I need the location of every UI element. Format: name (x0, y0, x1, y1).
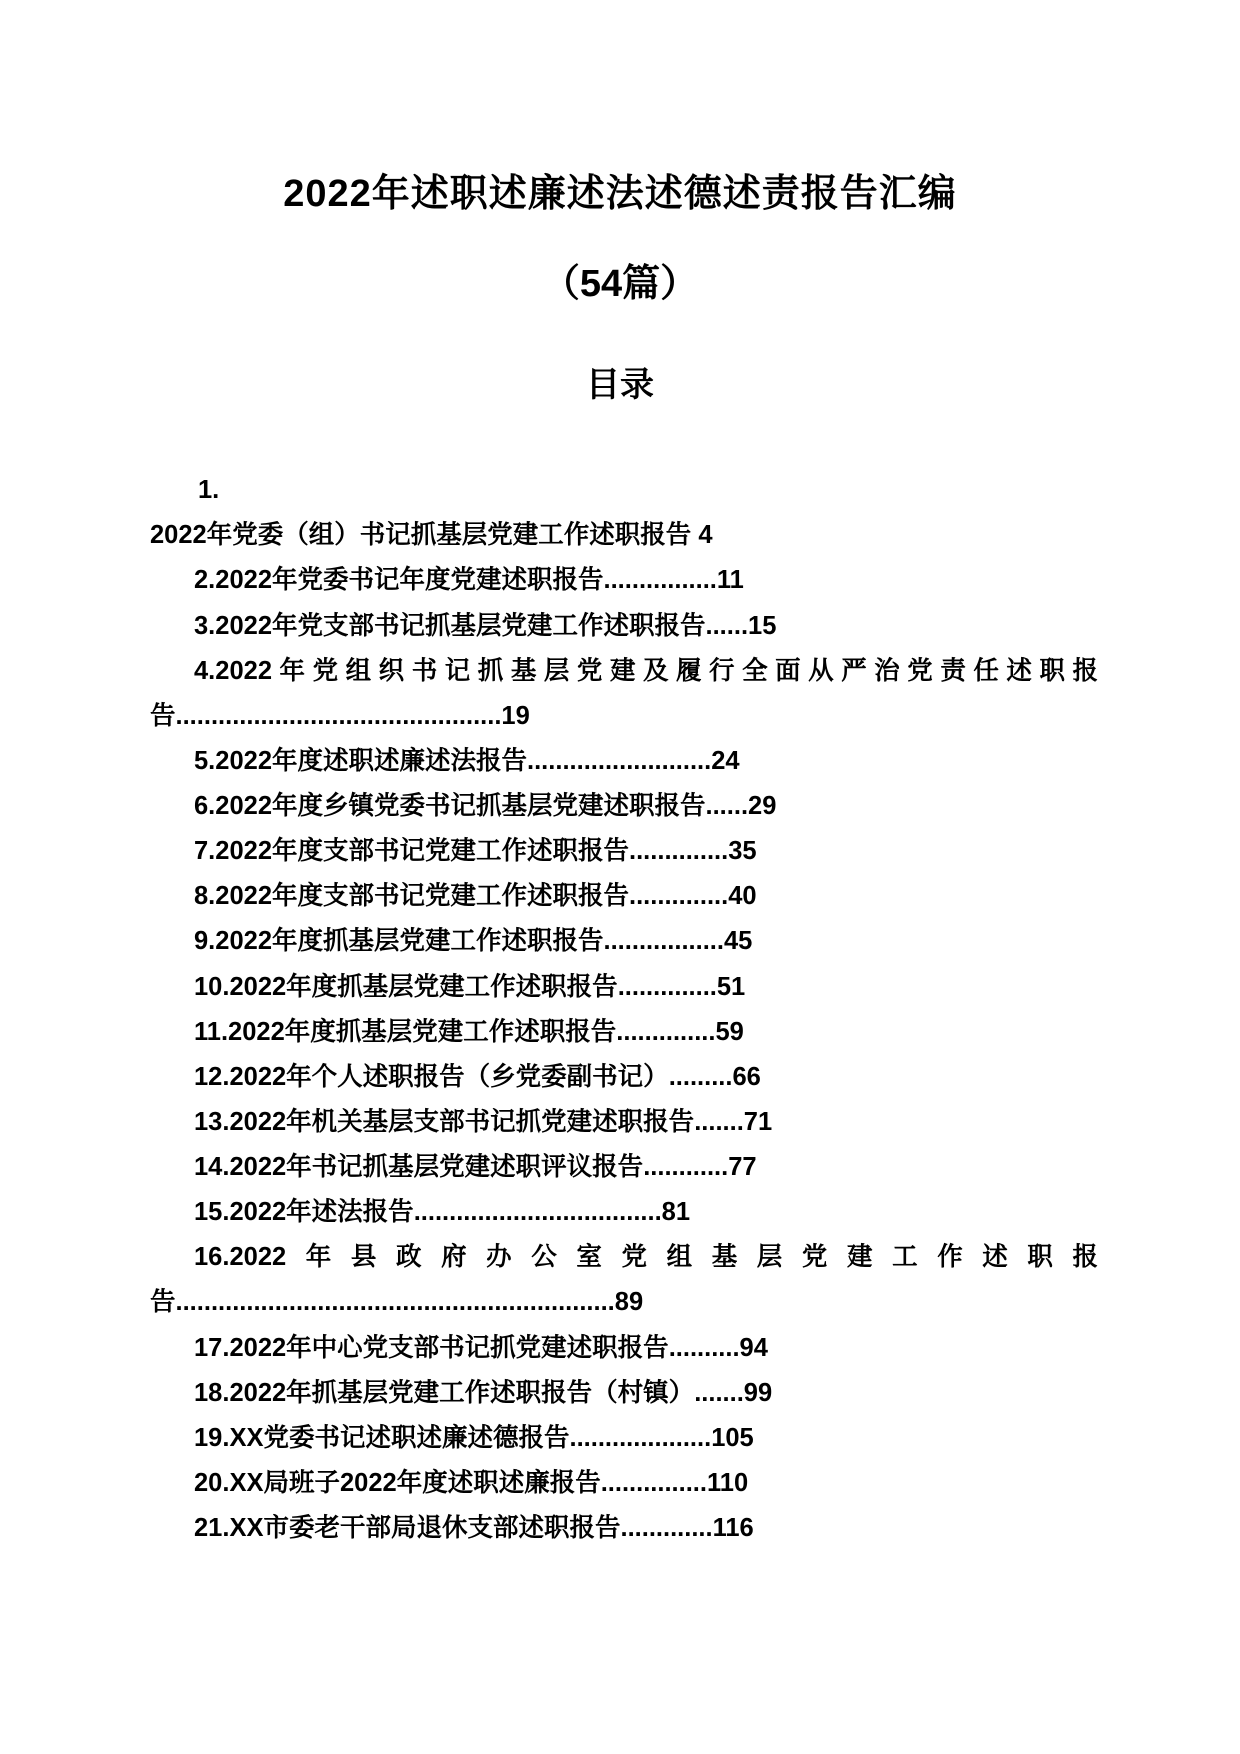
toc-entry-title: 2022年度述职述廉述法报告 (215, 746, 528, 775)
toc-entry-number: 3. (194, 611, 216, 640)
toc-entry-dots: ...... (705, 611, 749, 640)
toc-entry-title: XX市委老干部局退休支部述职报告 (229, 1514, 621, 1543)
toc-entry-dots: ................. (603, 927, 724, 956)
toc-entry-page: 29 (748, 792, 777, 821)
toc-entry-title: 2022年度抓基层党建工作述职报告 (228, 1017, 617, 1046)
toc-entry-dots: .............. (629, 837, 729, 866)
toc-entry-title: XX党委书记述职述廉述德报告 (229, 1423, 570, 1452)
toc-entry[interactable] (150, 1190, 1098, 1235)
toc-entry[interactable] (150, 1100, 1098, 1145)
toc-entry-number: 16. (194, 1243, 230, 1272)
toc-entry-page: 116 (712, 1514, 754, 1543)
toc-entry-page: 94 (739, 1333, 768, 1362)
toc-entry-page: 45 (723, 927, 753, 956)
toc-entry[interactable] (150, 604, 1098, 649)
toc-entry-page: 24 (711, 746, 740, 775)
toc-entry-dots: .............. (616, 1017, 716, 1046)
toc-entry[interactable] (150, 1506, 1098, 1551)
toc-entry-dots: .............. (617, 972, 717, 1001)
toc-entry-title: 2022年度抓基层党建工作述职报告 (229, 972, 618, 1001)
toc-entry-dots: .............................................................. (175, 1288, 615, 1317)
toc-entry-page: 19 (501, 701, 530, 730)
toc-entry-number: 8. (194, 882, 216, 911)
toc-entry-title: 2022年机关基层支部书记抓党建述职报告 (229, 1107, 695, 1136)
toc-entry-title: 2022年述法报告 (229, 1198, 414, 1227)
toc-entry-number: 7. (194, 837, 216, 866)
toc-entry-page: 89 (614, 1288, 644, 1317)
toc-entry-number: 9. (194, 927, 216, 956)
toc-entry-number: 20. (194, 1468, 230, 1497)
toc-entry-title: 2022年党委（组）书记抓基层党建工作述职报告 (150, 521, 692, 550)
toc-entry-dots: .......................... (527, 746, 712, 775)
toc-entry-dots: ............. (620, 1514, 713, 1543)
toc-entry-page: 15 (748, 611, 777, 640)
toc-entry[interactable] (150, 558, 1098, 603)
toc-entry-number: 15. (194, 1198, 230, 1227)
toc-entry-number: 17. (194, 1333, 230, 1362)
toc-entry-dots: ....... (694, 1107, 744, 1136)
toc-entry[interactable] (150, 649, 1098, 739)
table-of-contents (0, 468, 1240, 1551)
toc-heading: 目录 (586, 366, 654, 405)
toc-entry[interactable] (150, 1145, 1098, 1190)
toc-entry-page: 51 (716, 972, 746, 1001)
toc-entry-title: 2022年党支部书记抓基层党建工作述职报告 (215, 611, 706, 640)
toc-entry[interactable] (150, 919, 1098, 964)
toc-entry-number: 1. (198, 476, 220, 505)
toc-entry-number: 10. (194, 972, 230, 1001)
toc-entry-dots: ......... (668, 1062, 733, 1091)
toc-entry-dots: ....... (694, 1378, 744, 1407)
toc-entry-title: 2022年书记抓基层党建述职评议报告 (229, 1153, 644, 1182)
toc-entry-page: 81 (661, 1198, 691, 1227)
toc-entry[interactable] (150, 1371, 1098, 1416)
toc-entry-dots: ...... (705, 792, 749, 821)
page-subtitle: （54篇） (541, 262, 699, 305)
toc-entry-number: 6. (194, 792, 216, 821)
toc-entry[interactable] (150, 1326, 1098, 1371)
toc-entry[interactable] (150, 739, 1098, 784)
toc-entry-number: 21. (194, 1514, 230, 1543)
toc-entry-dots: ............... (600, 1468, 707, 1497)
toc-entry-page: 40 (728, 882, 757, 911)
toc-entry-page: 66 (732, 1062, 761, 1091)
toc-entry[interactable] (150, 468, 1098, 558)
toc-entry-title: XX局班子2022年度述职述廉报告 (229, 1468, 601, 1497)
toc-entry-number: 2. (194, 566, 216, 595)
toc-entry[interactable] (150, 784, 1098, 829)
toc-entry[interactable] (150, 829, 1098, 874)
toc-entry-title: 2022年度支部书记党建工作述职报告 (215, 882, 630, 911)
toc-entry-title: 2022年个人述职报告（乡党委副书记） (229, 1062, 669, 1091)
toc-entry-page: 99 (743, 1378, 773, 1407)
toc-entry-title: 2022年度支部书记党建工作述职报告 (215, 837, 630, 866)
toc-entry-number: 13. (194, 1107, 230, 1136)
toc-entry-page: 110 (706, 1468, 749, 1497)
toc-entry-dots: ................................... (413, 1198, 662, 1227)
page-title: 2022年述职述廉述法述德述责报告汇编 (283, 173, 957, 215)
toc-entry-title: 2022年抓基层党建工作述职报告（村镇） (229, 1378, 695, 1407)
toc-entry-dots: .................... (569, 1423, 712, 1452)
toc-entry-number: 19. (194, 1423, 230, 1452)
toc-entry-dots: .............. (629, 882, 729, 911)
toc-entry-dots: ............ (643, 1153, 729, 1182)
toc-entry-page: 11 (716, 566, 744, 595)
toc-entry-page: 4 (698, 521, 713, 550)
toc-entry-page: 35 (728, 837, 757, 866)
toc-entry-dots: .............................................. (175, 701, 502, 730)
toc-entry-dots: .......... (668, 1333, 740, 1362)
toc-entry-page: 71 (743, 1107, 773, 1136)
toc-entry-number: 18. (194, 1378, 230, 1407)
toc-entry-number: 5. (194, 746, 216, 775)
toc-entry-title: 2022年党委书记年度党建述职报告 (215, 566, 604, 595)
toc-entry[interactable] (150, 1010, 1098, 1055)
toc-entry[interactable] (150, 1461, 1098, 1506)
toc-entry-page: 77 (728, 1153, 757, 1182)
toc-entry-title: 2022年党组织书记抓基层党建及履行全面从严治党责任述职报告 (150, 656, 1098, 730)
toc-entry[interactable] (150, 874, 1098, 919)
toc-entry-title: 2022年度抓基层党建工作述职报告 (215, 927, 604, 956)
toc-entry-page: 105 (711, 1423, 754, 1452)
title-block (0, 0, 1240, 307)
toc-entry-title: 2022年县政府办公室党组基层党建工作述职报告 (150, 1243, 1098, 1317)
toc-entry-number: 12. (194, 1062, 230, 1091)
toc-entry-title: 2022年中心党支部书记抓党建述职报告 (229, 1333, 669, 1362)
toc-entry[interactable] (150, 1235, 1098, 1325)
toc-entry-number: 4. (194, 656, 216, 685)
toc-entry[interactable] (150, 1416, 1098, 1461)
toc-entry-number: 14. (194, 1153, 230, 1182)
toc-entry[interactable] (150, 965, 1098, 1010)
toc-entry-title: 2022年度乡镇党委书记抓基层党建述职报告 (215, 792, 706, 821)
toc-entry[interactable] (150, 1055, 1098, 1100)
toc-entry-number: 11. (194, 1017, 229, 1046)
toc-entry-page: 59 (715, 1017, 744, 1046)
toc-entry-dots: ................ (603, 566, 717, 595)
